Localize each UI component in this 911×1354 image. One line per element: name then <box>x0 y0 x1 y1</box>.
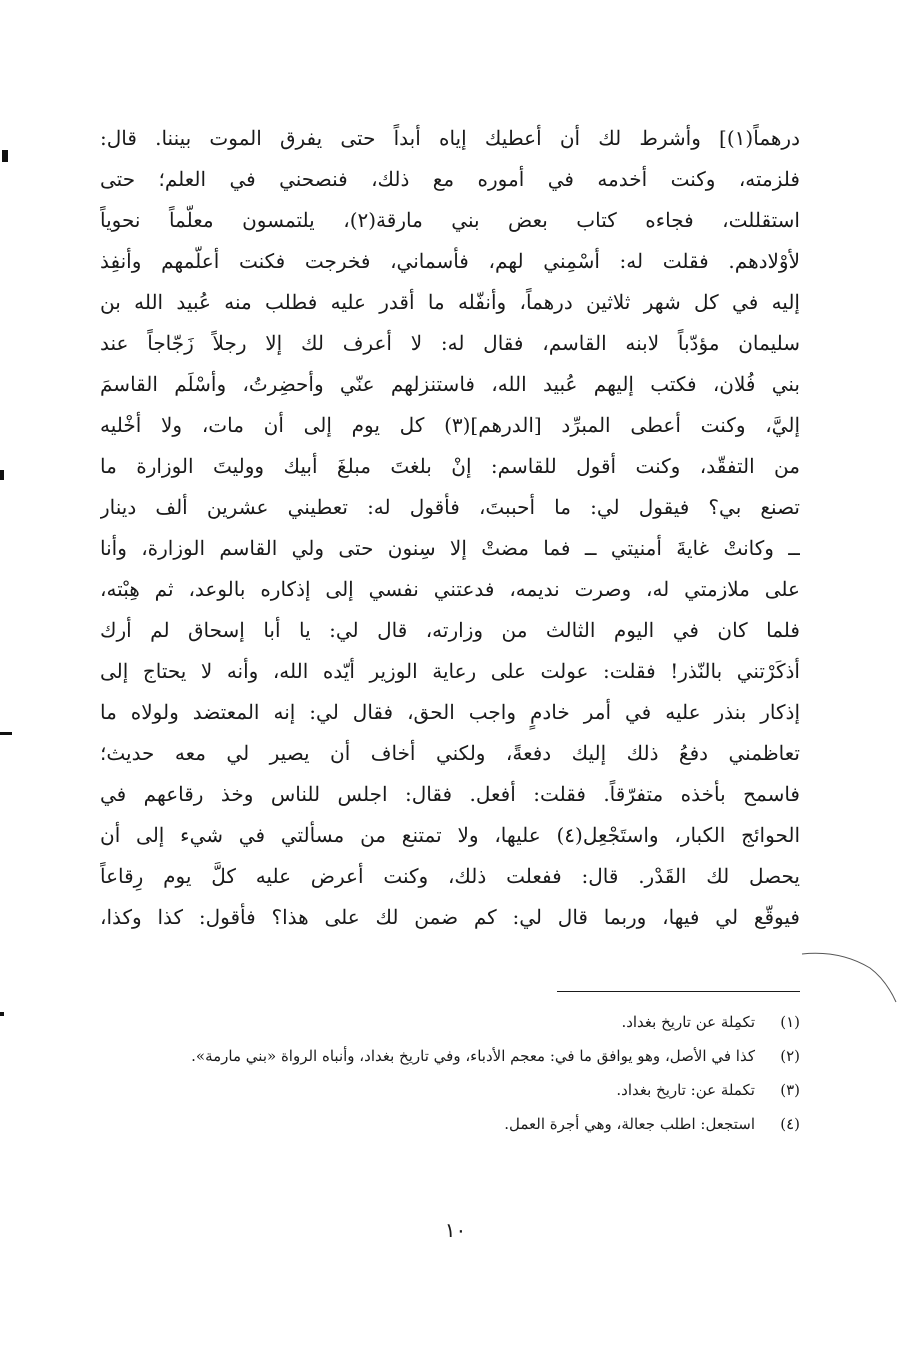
body-line: فلما كان في اليوم الثالث من وزارته، قال لي: يا أبا إسحاق لم أرك <box>100 618 800 642</box>
body-line: إليه في كل شهر ثلاثين درهماً، وأنفّله ما أقدر عليه فطلب منه عُبيد الله بن <box>100 290 800 314</box>
footnote-separator <box>557 991 800 992</box>
footnote-number: (٤) <box>780 1115 800 1133</box>
body-line: على ملازمتي له، وصرت نديمه، فدعتني نفسي إلى إذكاره بالوعد، ثم هِبْته، <box>100 577 800 601</box>
body-line: فلزمته، وكنت أخدمه في أموره مع ذلك، فنصحني في العلم؛ حتى <box>100 167 800 191</box>
margin-mark <box>0 470 4 480</box>
body-line: الحوائج الكبار، واستَجْعِل(٤) عليها، ولا تمتنع من مسألتي في شيء إلى أن <box>100 823 800 847</box>
footnote-text: تكمِلة عن تاريخ بغداد. <box>621 1013 755 1031</box>
pencil-scribble <box>800 940 900 1010</box>
body-line: تصنع بي؟ فيقول لي: ما أحببتَ، فأقول له: تعطيني عشرين ألف دينار <box>100 495 800 519</box>
body-line: فاسمح بأخذه متفرّقاً. فقلت: أفعل. فقال: اجلس للناس وخذ رقاعهم في <box>100 782 800 806</box>
margin-mark <box>0 1012 4 1016</box>
footnote-number: (١) <box>780 1013 800 1031</box>
body-line: سليمان مؤدّباً لابنه القاسم، فقال له: لا أعرف لك إلا رجلاً زَجّاجاً عند <box>100 331 800 355</box>
body-text <box>100 118 800 938</box>
margin-mark <box>2 150 8 162</box>
body-line: يحصل لك القَدْر. قال: ففعلت ذلك، وكنت أعرض عليه كلَّ يوم رِقاعاً <box>100 864 800 888</box>
footnote-text: تكملة عن: تاريخ بغداد. <box>616 1081 755 1099</box>
footnote <box>100 1042 800 1070</box>
body-line: إليَّ، وكنت أعطى المبرِّد [الدرهم](٣) كل يوم إلى أن مات، ولا أخْليه <box>100 413 800 437</box>
footnote-text: استجعل: اطلب جعالة، وهي أجرة العمل. <box>504 1115 755 1133</box>
footnotes <box>100 1008 800 1144</box>
footnote-number: (٣) <box>780 1081 800 1099</box>
body-line: إذكار بنذر عليه في أمر خادمٍ واجب الحق، فقال لي: إنه المعتضد ولولاه ما <box>100 700 800 724</box>
body-line: من التفقّد، وكنت أقول للقاسم: إنْ بلغتَ مبلغَ أبيك ووليتَ الوزارة ما <box>100 454 800 478</box>
footnote-number: (٢) <box>780 1047 800 1065</box>
body-line: درهماً(١)] وأشرط لك أن أعطيك إياه أبداً حتى يفرق الموت بيننا. قال: <box>100 126 800 150</box>
margin-mark <box>0 732 12 735</box>
body-line: فيوقّع لي فيها، وربما قال لي: كم ضمن لك على هذا؟ فأقول: كذا وكذا، <box>100 905 800 929</box>
body-line: ــ وكانتْ غايةَ أمنيتي ــ فما مضتْ إلا سِنون حتى ولي القاسم الوزارة، وأنا <box>100 536 800 560</box>
footnote-text: كذا في الأصل، وهو يوافق ما في: معجم الأدباء، وفي تاريخ بغداد، وأنباه الرواة «بني مارمة». <box>191 1047 755 1065</box>
body-line: لأوْلادهم. فقلت له: أسْمِني لهم، فأسماني، فخرجت فكنت أعلّمهم وأنفِذ <box>100 249 800 273</box>
body-line: استقللت، فجاءه كتاب بعض بني مارقة(٢)، يلتمسون معلّماً نحوياً <box>100 208 800 232</box>
footnote <box>100 1110 800 1138</box>
body-line: بني فُلان، فكتب إليهم عُبيد الله، فاستنزلهم عنّي وأحضِرتُ، وأسْلَم القاسمَ <box>100 372 800 396</box>
footnote <box>100 1008 800 1036</box>
footnote <box>100 1076 800 1104</box>
page-number: ١٠ <box>444 1218 467 1242</box>
body-line: تعاظمني دفعُ ذلك إليك دفعةً، ولكني أخاف أن يصير لي معه حديث؛ <box>100 741 800 765</box>
body-line: أذكَرْتني بالنّذر! فقلت: عولت على رعاية الوزير أيّده الله، وأنه لا يحتاج إلى <box>100 659 800 683</box>
